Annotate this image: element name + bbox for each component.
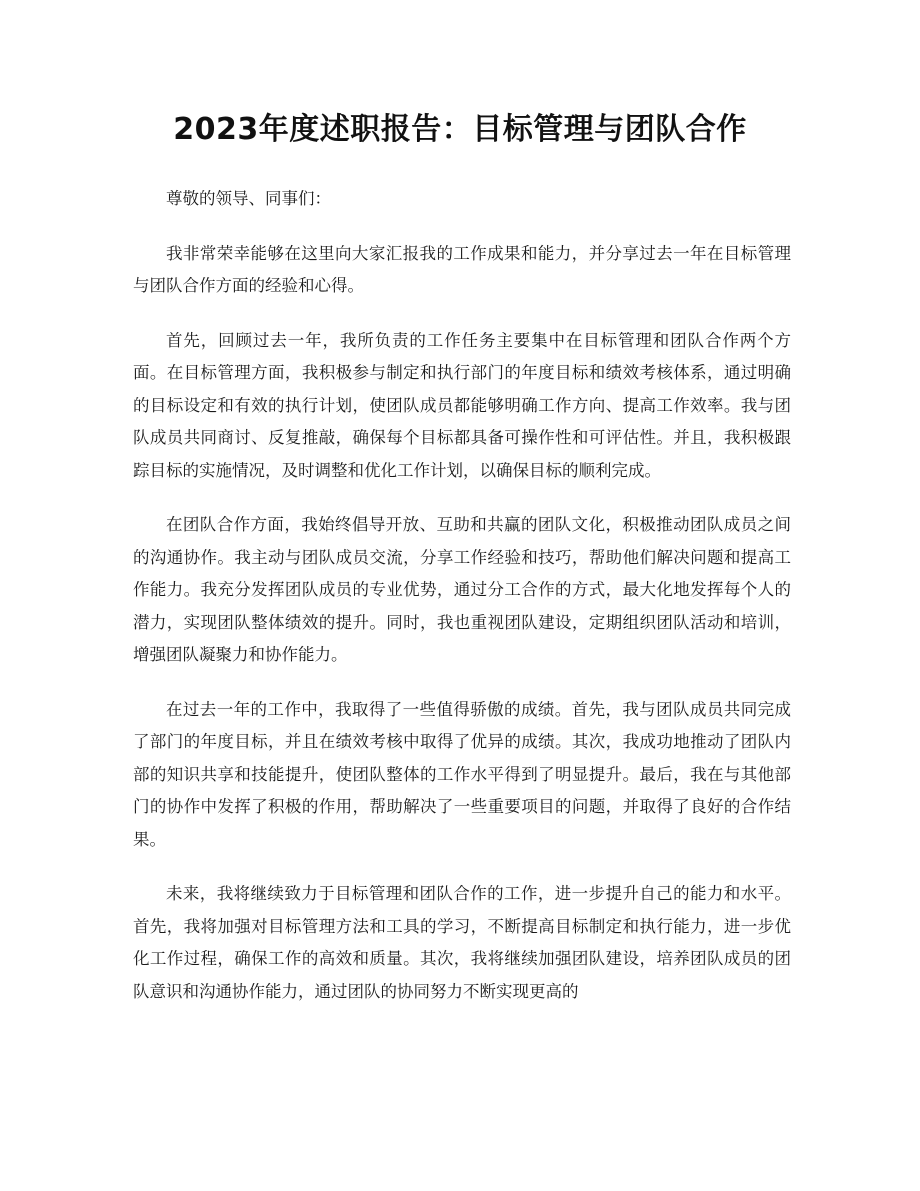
- salutation: 尊敬的领导、同事们：: [166, 189, 331, 208]
- paragraph-goal-management: 首先，回顾过去一年，我所负责的工作任务主要集中在目标管理和团队合作两个方面。在目标管理方面，我积极参与制定和执行部门的年度目标和绩效考核体系，通过明确的目标设定和有效的执行计划，使团队成员都能够明确工作方向、提高工作效率。我与团队成员共同商讨、反复推敲，确保每个目标都具备可操作性和可评估性。并且，我积极跟踪目标的实施情况，及时调整和优化工作计划，以确保目标的顺利完成。: [133, 330, 791, 480]
- paragraph-team-collaboration: 在团队合作方面，我始终倡导开放、互助和共赢的团队文化，积极推动团队成员之间的沟通协作。我主动与团队成员交流，分享工作经验和技巧，帮助他们解决问题和提高工作能力。我充分发挥团队成员的专业优势，通过分工合作的方式，最大化地发挥每个人的潜力，实现团队整体绩效的提升。同时，我也重视团队建设，定期组织团队活动和培训，增强团队凝聚力和协作能力。: [133, 515, 791, 664]
- document-body: [133, 183, 791, 1030]
- paragraph-future-plans: 未来，我将继续致力于目标管理和团队合作的工作，进一步提升自己的能力和水平。首先，我将加强对目标管理方法和工具的学习，不断提高目标制定和执行能力，进一步优化工作过程，确保工作的高效和质量。其次，我将继续加强团队建设，培养团队成员的团队意识和沟通协作能力，通过团队的协同努力不断实现更高的: [133, 884, 791, 1001]
- paragraph-intro: 我非常荣幸能够在这里向大家汇报我的工作成果和能力，并分享过去一年在目标管理与团队合作方面的经验和心得。: [133, 243, 791, 295]
- document-title: 2023年度述职报告：目标管理与团队合作: [173, 112, 747, 147]
- paragraph-achievements: 在过去一年的工作中，我取得了一些值得骄傲的成绩。首先，我与团队成员共同完成了部门的年度目标，并且在绩效考核中取得了优异的成绩。其次，我成功地推动了团队内部的知识共享和技能提升，使团队整体的工作水平得到了明显提升。最后，我在与其他部门的协作中发挥了积极的作用，帮助解决了一些重要项目的问题，并取得了良好的合作结果。: [133, 699, 791, 849]
